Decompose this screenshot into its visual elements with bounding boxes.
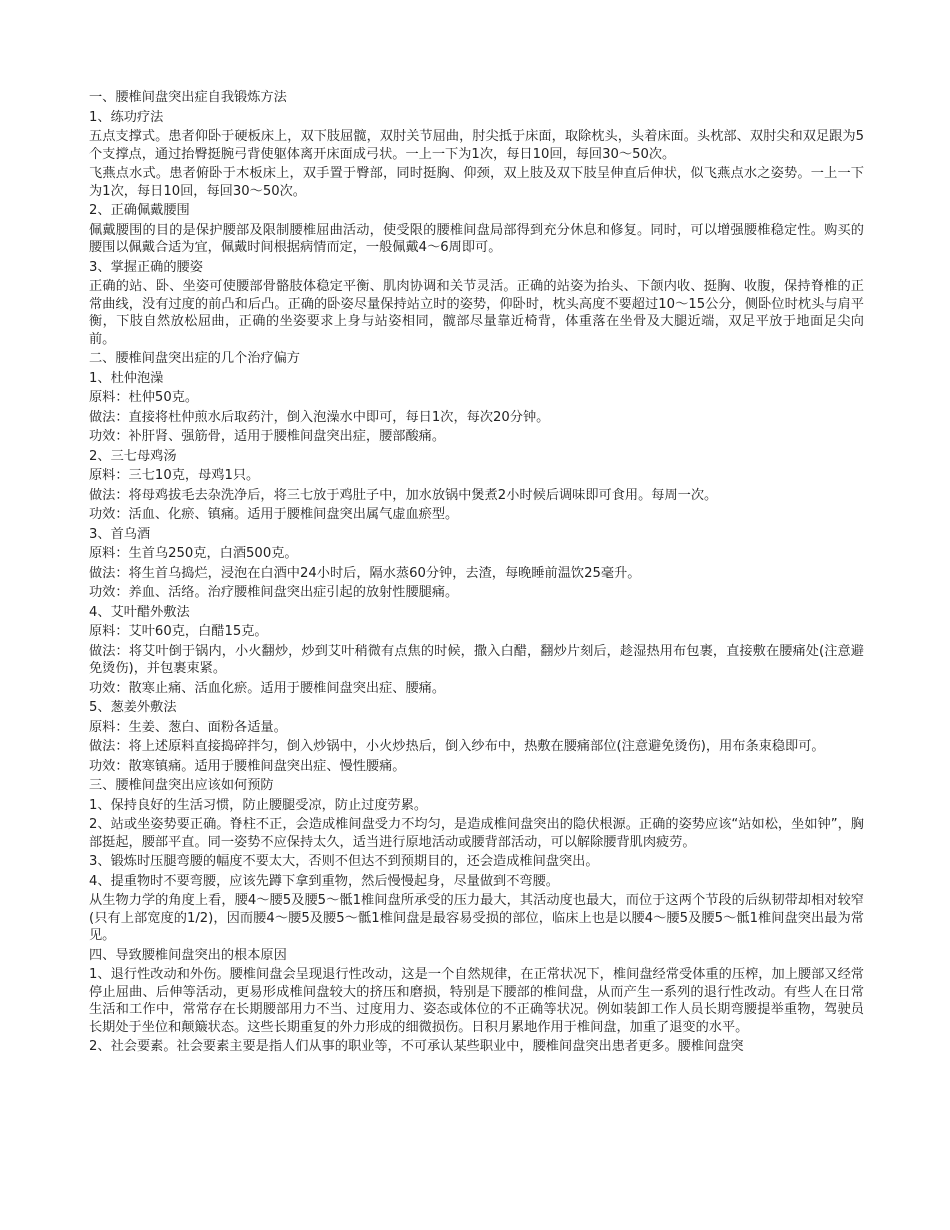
paragraph: 佩戴腰围的目的是保护腰部及限制腰椎屈曲活动，使受限的腰椎间盘局部得到充分休息和修复。同时，可以增强腰椎稳定性。购买的腰围以佩戴合适为宜，佩戴时间根据病情而定，一般佩戴4～6周即可。 <box>89 222 864 255</box>
paragraph: 功效：散寒镇痛。适用于腰椎间盘突出症、慢性腰痛。 <box>89 758 406 774</box>
paragraph: 功效：补肝肾、强筋骨，适用于腰椎间盘突出症，腰部酸痛。 <box>89 429 446 444</box>
paragraph: 做法：将母鸡拔毛去杂洗净后，将三七放于鸡肚子中，加水放锅中煲煮2小时候后调味即可食用。每周一次。 <box>89 487 718 503</box>
paragraph: 2、社会要素。社会要素主要是指人们从事的职业等，不可承认某些职业中，腰椎间盘突出患者更多。腰椎间盘突 <box>89 1039 744 1054</box>
paragraph: 做法：将艾叶倒于锅内，小火翻炒，炒到艾叶稍微有点焦的时候，撒入白醋，翻炒片刻后，趁湿热用布包裹，直接敷在腰痛处(注意避免烫伤)，并包裹束紧。 <box>89 643 864 676</box>
paragraph: 1、练功疗法 <box>89 109 164 125</box>
paragraph: 五点支撑式。患者仰卧于硬板床上，双下肢屈髋，双肘关节屈曲，肘尖抵于床面，取除枕头，头着床面。头枕部、双肘尖和双足跟为5个支撑点，通过抬臀挺腕弓背使躯体离开床面成弓状。一上一下为1次，每日10回，每回30～50次。 <box>89 129 864 162</box>
paragraph: 1、退行性改动和外伤。腰椎间盘会呈现退行性改动，这是一个自然规律，在正常状况下，椎间盘经常受体重的压榨，加上腰部又经常停止屈曲、后伸等活动，更易形成椎间盘较大的挤压和磨损，特别是下腰部的椎间盘，从而产生一系列的退行性改动。有些人在日常生活和工作中，常常存在长期腰部用力不当、过度用力、姿态或体位的不正确等状况。例如装卸工作人员长期弯腰提举重物，驾驶员长期处于坐位和颠簸状态。这些长期重复的外力形成的细微损伤。日积月累地作用于椎间盘，加重了退变的水平。 <box>89 967 864 1035</box>
document-body <box>89 89 864 1058</box>
paragraph: 1、杜仲泡澡 <box>89 370 164 386</box>
paragraph: 3、锻炼时压腿弯腰的幅度不要太大，否则不但达不到预期目的，还会造成椎间盘突出。 <box>89 854 599 869</box>
paragraph: 3、掌握正确的腰姿 <box>89 259 203 275</box>
paragraph: 原料：生姜、葱白、面粉各适量。 <box>89 719 287 735</box>
paragraph: 从生物力学的角度上看，腰4～腰5及腰5～骶1椎间盘所承受的压力最大，其活动度也最大，而位于这两个节段的后纵韧带却相对较窄(只有上部宽度的1/2)，因而腰4～腰5及腰5～骶1椎间盘是最容易受损的部位，临床上也是以腰4～腰5及腰5～骶1椎间盘突出最为常见。 <box>89 893 864 943</box>
paragraph: 5、葱姜外敷法 <box>89 700 177 715</box>
paragraph: 功效：养血、活络。治疗腰椎间盘突出症引起的放射性腰腿痛。 <box>89 585 459 600</box>
paragraph: 原料：生首乌250克，白酒500克。 <box>89 546 298 561</box>
paragraph: 1、保持良好的生活习惯，防止腰腿受凉，防止过度劳累。 <box>89 797 428 813</box>
paragraph: 原料：三七10克，母鸡1只。 <box>89 468 260 483</box>
paragraph: 二、腰椎间盘突出症的几个治疗偏方 <box>89 351 300 366</box>
paragraph: 四、导致腰椎间盘突出的根本原因 <box>89 947 287 963</box>
paragraph: 2、正确佩戴腰围 <box>89 203 190 218</box>
paragraph: 2、三七母鸡汤 <box>89 448 177 464</box>
paragraph: 原料：杜仲50克。 <box>89 390 199 405</box>
paragraph: 原料：艾叶60克，白醋15克。 <box>89 624 268 639</box>
paragraph: 三、腰椎间盘突出应该如何预防 <box>89 778 274 793</box>
paragraph: 4、艾叶醋外敷法 <box>89 604 190 620</box>
paragraph: 4、提重物时不要弯腰，应该先蹲下拿到重物，然后慢慢起身，尽量做到不弯腰。 <box>89 873 559 889</box>
paragraph: 飞燕点水式。患者俯卧于木板床上，双手置于臀部，同时挺胸、仰颈，双上肢及双下肢呈伸直后伸状，似飞燕点水之姿势。一上一下为1次，每日10回，每回30～50次。 <box>89 166 864 199</box>
paragraph: 功效：活血、化瘀、镇痛。适用于腰椎间盘突出属气虚血瘀型。 <box>89 507 459 522</box>
paragraph: 做法：将上述原料直接捣碎拌匀，倒入炒锅中，小火炒热后，倒入纱布中，热敷在腰痛部位(注意避免烫伤)，用布条束稳即可。 <box>89 739 825 754</box>
paragraph: 一、腰椎间盘突出症自我锻炼方法 <box>89 90 287 105</box>
paragraph: 做法：直接将杜仲煎水后取药汁，倒入泡澡水中即可，每日1次，每次20分钟。 <box>89 409 550 425</box>
paragraph: 功效：散寒止痛、活血化瘀。适用于腰椎间盘突出症、腰痛。 <box>89 680 446 696</box>
paragraph: 正确的站、卧、坐姿可使腰部骨骼肢体稳定平衡、肌肉协调和关节灵活。正确的站姿为抬头、下颌内收、挺胸、收腹，保持脊椎的正常曲线，没有过度的前凸和后凸。正确的卧姿尽量保持站立时的姿势，仰卧时，枕头高度不要超过10～15公分，侧卧位时枕头与肩平衡，下肢自然放松屈曲，正确的坐姿要求上身与站姿相同，髋部尽量靠近椅背，体重落在坐骨及大腿近端，双足平放于地面足尖向前。 <box>89 279 864 347</box>
paragraph: 2、站或坐姿势要正确。脊柱不正，会造成椎间盘受力不均匀，是造成椎间盘突出的隐伏根源。正确的姿势应该“站如松，坐如钟”，胸部挺起，腰部平直。同一姿势不应保持太久，适当进行原地活动或腰背部活动，可以解除腰背肌肉疲劳。 <box>89 817 864 850</box>
paragraph: 3、首乌酒 <box>89 526 151 542</box>
paragraph: 做法：将生首乌捣烂，浸泡在白酒中24小时后，隔水蒸60分钟，去渣，每晚睡前温饮25毫升。 <box>89 565 641 581</box>
